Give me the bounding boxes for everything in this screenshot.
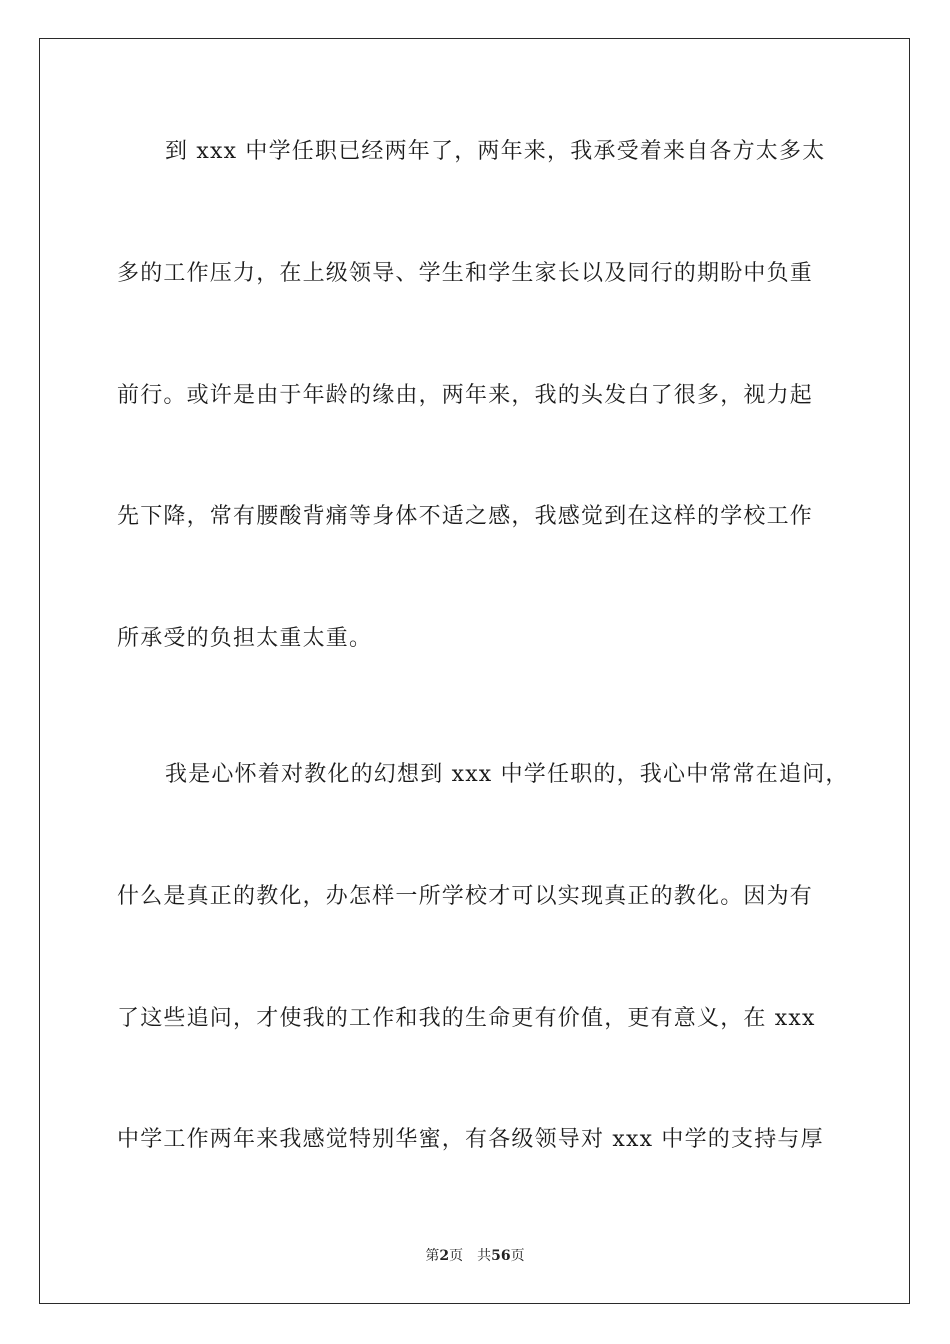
paragraph-2-line-2: 什么是真正的教化，办怎样一所学校才可以实现真正的教化。因为有 (117, 884, 814, 909)
page-label-prefix: 第 (425, 1248, 440, 1264)
paragraph-2-line-1: 我是心怀着对教化的幻想到 xxx 中学任职的，我心中常常在追问， (165, 762, 849, 787)
page-border (39, 38, 910, 1304)
total-label-suffix: 页 (510, 1248, 525, 1264)
page-label-suffix: 页 (449, 1248, 464, 1264)
paragraph-1-line-3: 前行。或许是由于年龄的缘由，两年来，我的头发白了很多，视力起 (117, 383, 814, 408)
paragraph-1-line-1: 到 xxx 中学任职已经两年了，两年来，我承受着来自各方太多太 (165, 139, 826, 164)
paragraph-2-line-3: 了这些追问，才使我的工作和我的生命更有价值，更有意义，在 xxx (117, 1006, 816, 1031)
total-label-prefix: 共 (477, 1248, 492, 1264)
page-footer (0, 1246, 950, 1266)
page-number: 2 (439, 1248, 450, 1264)
paragraph-1-line-4: 先下降，常有腰酸背痛等身体不适之感，我感觉到在这样的学校工作 (117, 504, 814, 529)
total-pages: 56 (491, 1248, 511, 1264)
paragraph-1-line-5: 所承受的负担太重太重。 (117, 626, 373, 651)
paragraph-1-line-2: 多的工作压力，在上级领导、学生和学生家长以及同行的期盼中负重 (117, 261, 814, 286)
paragraph-2-line-4: 中学工作两年来我感觉特别华蜜，有各级领导对 xxx 中学的支持与厚 (117, 1127, 824, 1152)
